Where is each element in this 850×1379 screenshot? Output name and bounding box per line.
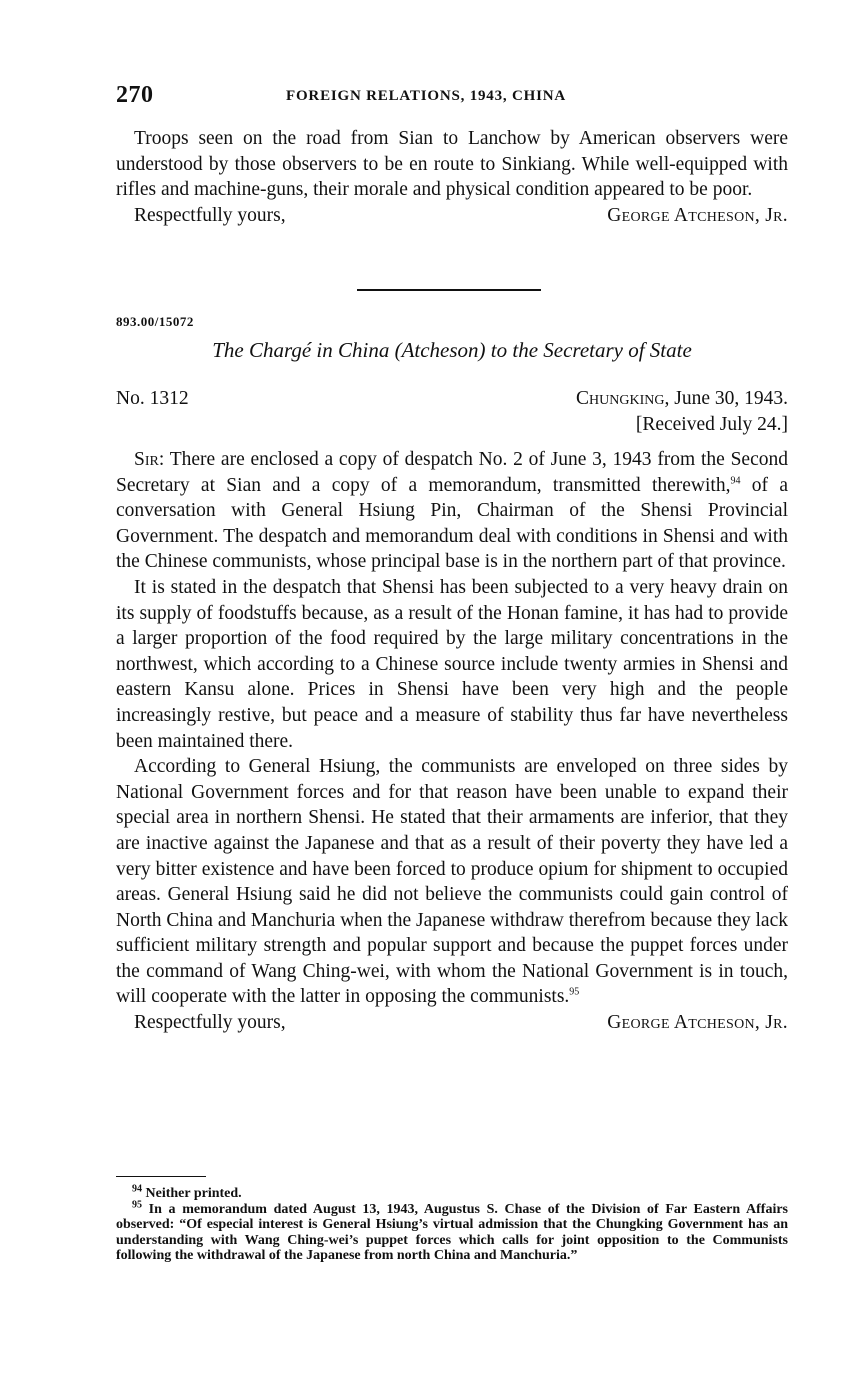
footnote-94 [116, 1183, 788, 1202]
document-heading: The Chargé in China (Atcheson) to the Secretary of State [212, 338, 692, 362]
paragraph-2: It is stated in the despatch that Shensi has been subjected to a very heavy drain on its supply of foodstuffs because, as a result of the Honan famine, it has had to provide a larger proportion of the food required by the large military concentrations in the northwest, which according to a Chinese source include twenty armies in Shensi and eastern Kansu alone. Prices in Shensi have been very high and the people increasingly restive, but peace and a measure of stability thus far have nevertheless been maintained there. [116, 576, 788, 752]
signature: George Atcheson, Jr. [607, 1012, 788, 1034]
prior-letter [116, 126, 788, 229]
closing: Respectfully yours, [134, 1012, 286, 1034]
footnote-ref-95: 95 [569, 986, 580, 998]
footnote-marker: 95 [132, 1198, 142, 1210]
footnote-95 [116, 1198, 789, 1264]
paragraph-1-text-b: of a conversation with General Hsiung Pin, Chairman of the Shensi Provincial Government. The despatch and memorandum deal with conditions in Shensi and with the Chinese communists, whose principal base is in the northern part of that province. [116, 474, 788, 573]
despatch-body [116, 447, 788, 1036]
footnote-marker: 94 [132, 1183, 142, 1195]
place-name: Chungking [576, 388, 665, 409]
footnote-text: In a memorandum dated August 13, 1943, Augustus S. Chase of the Division of Far Eastern Affairs observed: “Of especial interest is General Hsiung’s virtual admission that the Chungking Government has an understanding with Wang Ching-wei’s puppet forces which calls for joint opposition to the Communists following the withdrawal of the Japanese from north China and Manchuria.” [116, 1201, 789, 1263]
footnote-divider [116, 1176, 206, 1177]
page-header [116, 82, 788, 112]
date: , June 30, 1943. [664, 388, 788, 409]
signature-line [116, 1010, 788, 1036]
place-date [576, 386, 788, 412]
prior-closing-paragraph: Troops seen on the road from Sian to Lanchow by American observers were understood by those observers to be en route to Sinkiang. While well-equipped with rifles and machine-guns, their morale and physical condition appeared to be poor. [116, 128, 788, 201]
paragraph-3 [116, 754, 788, 1010]
footnote-ref-94: 94 [730, 475, 741, 487]
prior-signature: George Atcheson, Jr. [607, 204, 788, 226]
prior-closing: Respectfully yours, [134, 204, 286, 226]
footnotes [116, 1183, 789, 1264]
running-title: FOREIGN RELATIONS, 1943, CHINA [286, 88, 567, 104]
footnote-text: Neither printed. [145, 1186, 242, 1201]
file-number: 893.00/15072 [116, 314, 194, 329]
prior-signature-line [116, 203, 788, 229]
salutation: Sir: [134, 449, 165, 470]
paragraph-3-text: According to General Hsiung, the communists are enveloped on three sides by National Government forces and for that reason have been unable to expand their special area in northern Shensi. He stated that their armaments are inferior, that they are inactive against the Japanese and that as a result of their poverty they have led a very bitter existence and have been forced to produce opium for shipment to occupied areas. General Hsiung said he did not believe the communists could gain control of North China and Manchuria when the Japanese withdraw therefrom because they lack sufficient military strength and popular support and because the puppet forces under the command of Wang Ching-wei, with whom the National Government is in touch, will cooperate with the latter in opposing the communists. [116, 756, 788, 1008]
despatch-meta [116, 386, 788, 442]
section-divider [357, 289, 541, 291]
despatch-number: No. 1312 [116, 388, 189, 409]
paragraph-1-text-a: There are enclosed a copy of despatch No. 2 of June 3, 1943 from the Second Secretary at Sian and a copy of a memorandum, transmitted therewith, [116, 449, 788, 496]
received-date: [Received July 24.] [635, 414, 788, 435]
page-number: 270 [116, 82, 154, 108]
paragraph-1 [116, 447, 788, 575]
